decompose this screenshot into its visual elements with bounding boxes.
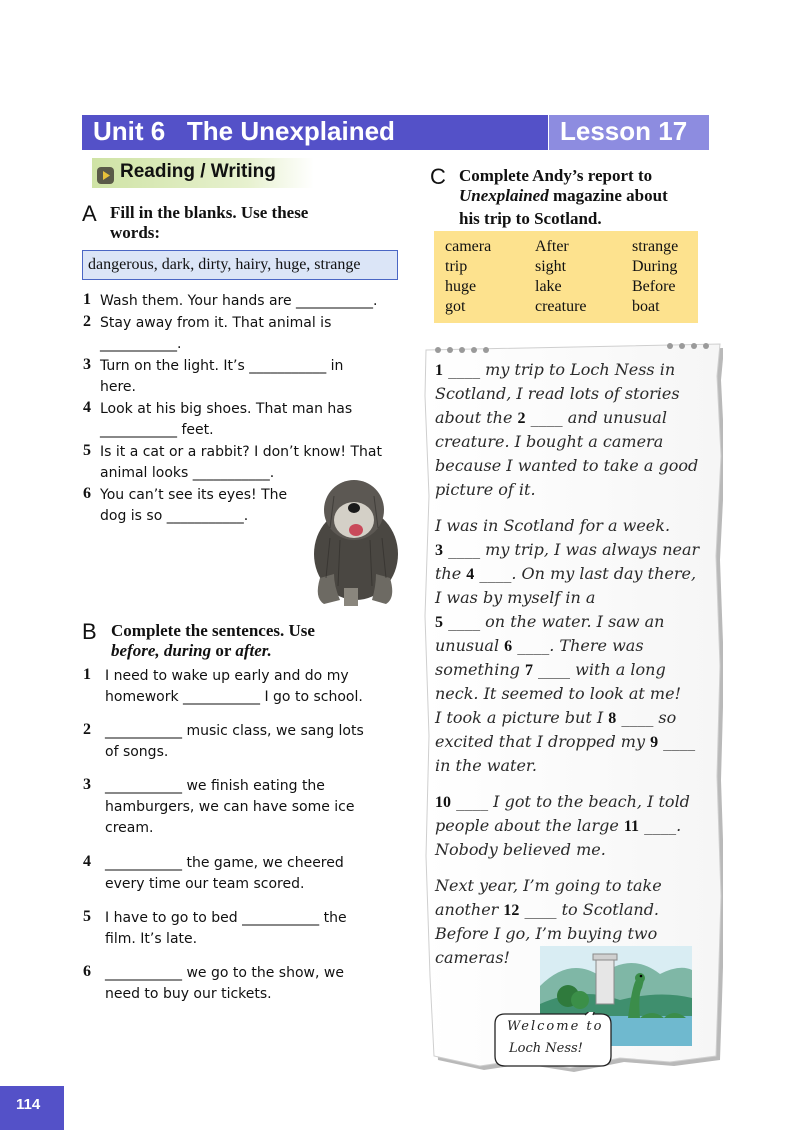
- blank-number: 8: [608, 710, 617, 727]
- dog-image: [300, 468, 408, 608]
- word-column-3: [632, 237, 678, 317]
- section-c-instruction-line2: [459, 186, 668, 206]
- section-a-instruction: [110, 203, 308, 243]
- item-text: [105, 666, 363, 708]
- report-line: [435, 706, 676, 731]
- report-text-segment: people about the large: [435, 816, 624, 835]
- blank-number: 3: [435, 542, 443, 559]
- blank-number: 6: [504, 638, 513, 655]
- report-text-segment: ____. There was: [512, 636, 644, 655]
- speech-bubble-line1: Welcome to: [507, 1019, 604, 1034]
- section-c-instruction-rest: magazine about: [548, 186, 668, 205]
- report-line: cameras!: [435, 948, 510, 967]
- report-line: Before I go, I’m buying two: [435, 924, 658, 943]
- section-c-instruction-line1: Complete Andy’s report to: [459, 166, 653, 185]
- item-number: 6: [83, 485, 91, 502]
- item-text-line: You can’t see its eyes! The: [100, 487, 288, 503]
- item-number: 3: [83, 356, 91, 373]
- speech-bubble: [493, 1012, 613, 1068]
- report-text-segment: another: [435, 900, 504, 919]
- report-line: creature. I bought a camera: [435, 432, 664, 451]
- section-a-letter: A: [82, 201, 97, 226]
- item-text: [105, 908, 347, 950]
- item-text: [100, 485, 287, 527]
- blank-number: 4: [466, 566, 475, 583]
- word-option: sight: [535, 258, 567, 275]
- report-line: because I wanted to take a good: [435, 456, 699, 475]
- report-text-segment: ____ my trip to Loch Ness in: [443, 360, 676, 379]
- item-number: 1: [83, 666, 91, 683]
- report-text-segment: ____ my trip, I was always near: [443, 540, 700, 559]
- section-b-instruction-line1: Complete the sentences. Use: [111, 621, 315, 640]
- item-number: 2: [83, 721, 91, 738]
- report-text-segment: about the: [435, 408, 518, 427]
- word-option: camera: [445, 238, 492, 255]
- report-text-segment: ____: [658, 732, 696, 751]
- blank-number: 10: [435, 794, 451, 811]
- item-text: [100, 356, 343, 398]
- word-or: or: [211, 641, 236, 660]
- report-line: [435, 358, 675, 383]
- report-line: [435, 658, 666, 683]
- section-c-instruction: [459, 166, 668, 229]
- section-a-instruction-line1: Fill in the blanks. Use these: [110, 203, 309, 222]
- section-a-word-box: dangerous, dark, dirty, hairy, huge, strange: [82, 250, 398, 280]
- item-text-line: ___________ we finish eating the: [105, 778, 325, 794]
- report-text-segment: ____ so: [616, 708, 677, 727]
- item-text-line: ___________.: [100, 336, 182, 352]
- report-line: I was by myself in a: [435, 588, 596, 607]
- blank-number: 11: [623, 818, 640, 835]
- item-text-line: film. It’s late.: [105, 931, 198, 947]
- report-line: Next year, I’m going to take: [435, 876, 662, 895]
- item-text-line: ___________ feet.: [100, 422, 214, 438]
- magazine-name: Unexplained: [459, 186, 549, 205]
- item-text-line: I need to wake up early and do my: [105, 668, 349, 684]
- report-line: [435, 406, 667, 431]
- word-option: got: [445, 298, 466, 315]
- item-text-line: need to buy our tickets.: [105, 986, 272, 1002]
- play-icon: [97, 167, 114, 184]
- item-text-line: of songs.: [105, 744, 169, 760]
- report-text-segment: something: [435, 660, 525, 679]
- word-after: after.: [235, 641, 272, 660]
- report-line: [435, 634, 644, 659]
- item-number: 4: [83, 399, 91, 416]
- report-line: Nobody believed me.: [435, 840, 606, 859]
- word-option: boat: [632, 298, 660, 315]
- word-column-2: [535, 237, 587, 317]
- skill-tag-label: Reading / Writing: [120, 161, 276, 182]
- item-number: 2: [83, 313, 91, 330]
- item-text: [100, 399, 352, 441]
- item-text-line: every time our team scored.: [105, 876, 305, 892]
- blank-number: 12: [503, 902, 520, 919]
- section-c-letter: C: [430, 164, 446, 189]
- report-line: [435, 610, 664, 635]
- report-text-segment: ____ with a long: [532, 660, 666, 679]
- report-text-segment: ____ I got to the beach, I told: [451, 792, 690, 811]
- item-text-line: Is it a cat or a rabbit? I don’t know! That: [100, 444, 382, 460]
- report-text-segment: ____.: [639, 816, 682, 835]
- report-line: [435, 814, 681, 839]
- word-option: lake: [535, 278, 562, 295]
- item-text-line: dog is so ___________.: [100, 508, 249, 524]
- item-text: [100, 291, 378, 312]
- blank-number: 7: [524, 662, 533, 679]
- item-text-line: Turn on the light. It’s ___________ in: [100, 358, 344, 374]
- report-line: [435, 562, 696, 587]
- blank-number: 9: [650, 734, 659, 751]
- item-text: [105, 776, 354, 839]
- item-text-line: animal looks ___________.: [100, 465, 275, 481]
- blank-number: 5: [435, 614, 443, 631]
- word-option: Before: [632, 278, 676, 295]
- section-b-instruction-line2: [111, 641, 315, 661]
- report-text-segment: excited that I dropped my: [435, 732, 651, 751]
- blank-number: 2: [517, 410, 526, 427]
- word-option: trip: [445, 258, 468, 275]
- report-line: [435, 538, 699, 563]
- word-before-during: before, during: [111, 641, 212, 660]
- report-text-segment: I took a picture but I: [435, 708, 609, 727]
- report-line: [435, 790, 690, 815]
- word-column-1: [445, 237, 491, 317]
- report-text-segment: ____ on the water. I saw an: [443, 612, 665, 631]
- report-line: in the water.: [435, 756, 537, 775]
- word-option: After: [535, 238, 569, 255]
- word-option: During: [632, 258, 678, 275]
- item-text-line: ___________ music class, we sang lots: [105, 723, 364, 739]
- report-line: I was in Scotland for a week.: [435, 516, 671, 535]
- section-c-word-box: [434, 231, 698, 323]
- section-b-instruction: [111, 621, 315, 661]
- section-b-letter: B: [82, 619, 97, 644]
- item-text: [105, 721, 364, 763]
- item-text: [100, 313, 331, 355]
- report-line: [435, 898, 659, 923]
- page-number: 114: [16, 1096, 41, 1113]
- unit-title: Unit 6 The Unexplained: [93, 116, 395, 146]
- speech-bubble-line2: Loch Ness!: [509, 1041, 583, 1056]
- item-text-line: Wash them. Your hands are ___________.: [100, 293, 378, 309]
- report-text-segment: ____ to Scotland.: [519, 900, 660, 919]
- item-text-line: here.: [100, 379, 136, 395]
- report-line: Scotland, I read lots of stories: [435, 384, 680, 403]
- item-number: 1: [83, 291, 91, 308]
- item-number: 6: [83, 963, 91, 980]
- section-a-instruction-line2: words:: [110, 223, 161, 242]
- report-line: [435, 730, 695, 755]
- item-number: 4: [83, 853, 91, 870]
- word-option: strange: [632, 238, 679, 255]
- item-text-line: Stay away from it. That animal is: [100, 315, 332, 331]
- section-c-instruction-line3: his trip to Scotland.: [459, 209, 602, 228]
- report-line: picture of it.: [435, 480, 536, 499]
- item-number: 5: [83, 442, 91, 459]
- item-text-line: hamburgers, we can have some ice: [105, 799, 355, 815]
- blank-number: 1: [435, 362, 443, 379]
- lesson-title: Lesson 17: [560, 116, 688, 146]
- item-text: [105, 853, 344, 895]
- report-text-segment: ____ and unusual: [525, 408, 667, 427]
- report-text-segment: ____. On my last day there,: [474, 564, 697, 583]
- item-text-line: ___________ we go to the show, we: [105, 965, 344, 981]
- item-text: [105, 963, 344, 1005]
- item-text-line: cream.: [105, 820, 154, 836]
- item-number: 3: [83, 776, 91, 793]
- item-text-line: ___________ the game, we cheered: [105, 855, 344, 871]
- item-text-line: homework ___________ I go to school.: [105, 689, 363, 705]
- word-option: huge: [445, 278, 477, 295]
- item-number: 5: [83, 908, 91, 925]
- word-option: creature: [535, 298, 587, 315]
- item-text-line: Look at his big shoes. That man has: [100, 401, 353, 417]
- item-text-line: I have to go to bed ___________ the: [105, 910, 347, 926]
- report-text-segment: the: [435, 564, 467, 583]
- report-line: neck. It seemed to look at me!: [435, 684, 681, 703]
- report-text-segment: unusual: [435, 636, 505, 655]
